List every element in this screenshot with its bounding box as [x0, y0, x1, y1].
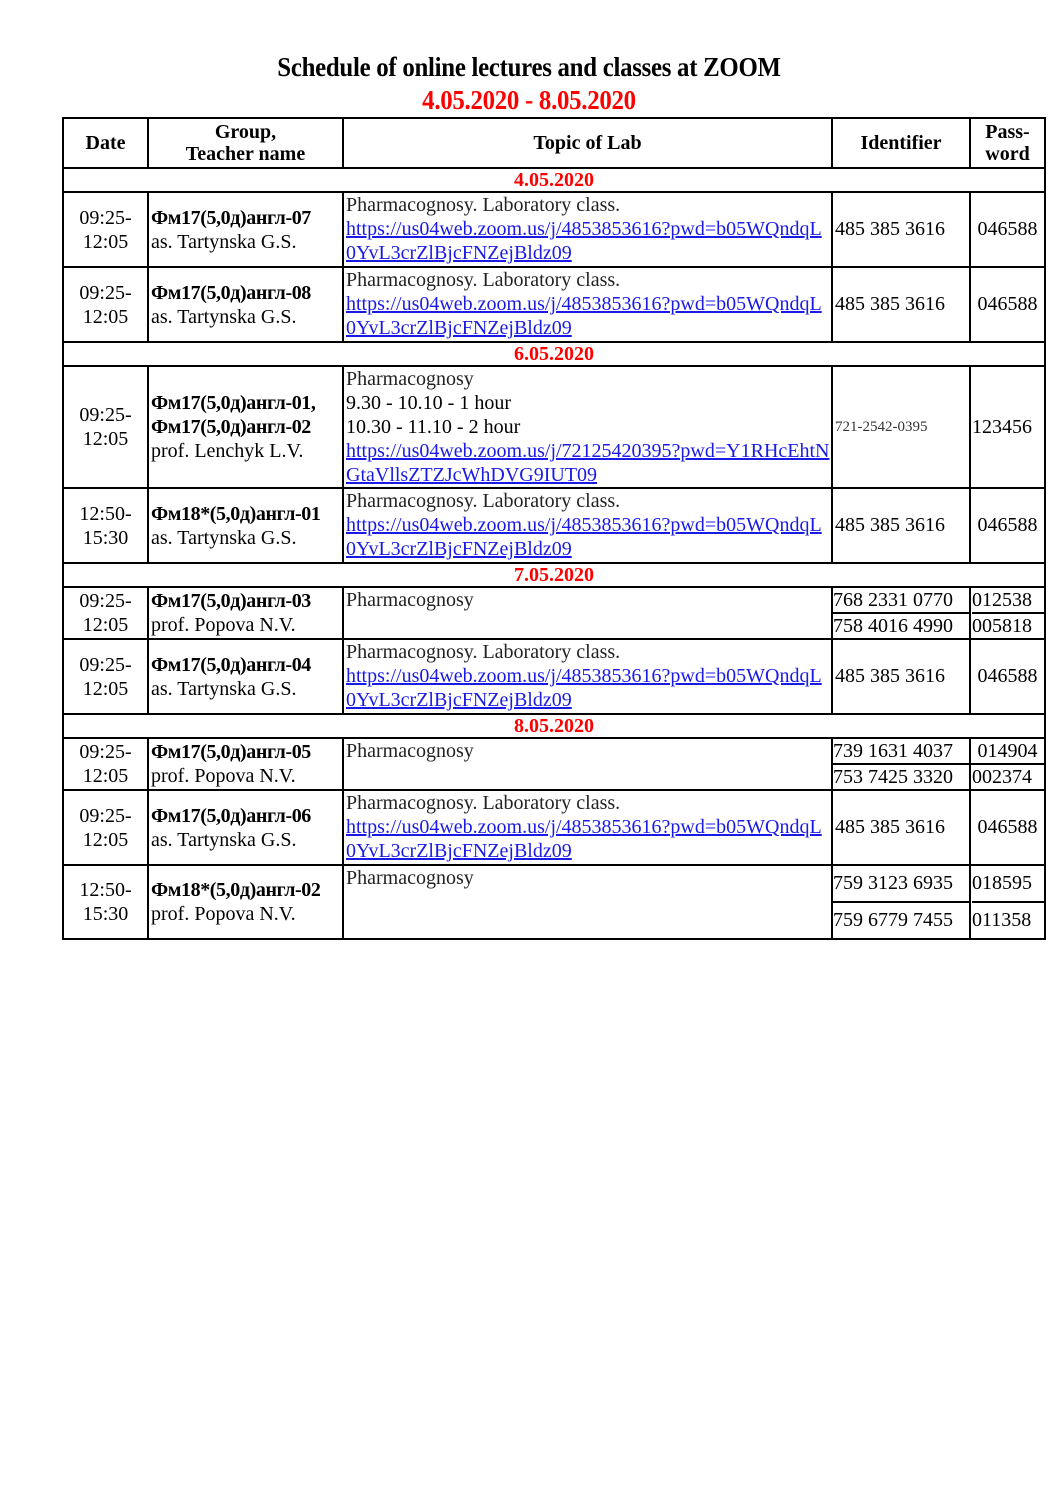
topic-cell — [343, 267, 832, 342]
identifier-cell — [832, 738, 970, 790]
teacher-name: Tartynska G.S. — [172, 526, 297, 549]
zoom-link[interactable]: https://us04web.zoom.us/j/4853853616?pwd=b05WQndqL0YvL3crZlBjcFNZejBldz09 — [346, 514, 822, 560]
time-cell: 12:50- 15:30 — [63, 488, 148, 563]
topic-text: Pharmacognosy. Laboratory class. — [346, 269, 621, 291]
topic-cell — [343, 738, 832, 790]
identifier-b: 759 6779 7455 — [833, 901, 969, 938]
teacher-name: Lenchyk L.V. — [189, 440, 304, 462]
header-group — [148, 118, 343, 168]
day-date: 6.05.2020 — [63, 342, 1045, 366]
topic-text: Pharmacognosy — [346, 740, 474, 762]
day-date: 7.05.2020 — [63, 563, 1045, 587]
time-cell: 09:25- 12:05 — [63, 738, 148, 790]
topic-time-2: 10.30 - 11.10 - 2 hour — [346, 416, 521, 438]
header-row — [63, 118, 1045, 168]
topic-text: Pharmacognosy — [346, 368, 474, 390]
teacher-name: Tartynska G.S. — [172, 677, 297, 700]
day-header-row — [63, 714, 1045, 738]
topic-text: Pharmacognosy — [346, 589, 474, 611]
topic-cell — [343, 366, 832, 488]
group-cell — [148, 639, 343, 714]
password-b: 005818 — [972, 612, 1044, 638]
group-name: Фм17(5,0д)англ-05 — [151, 741, 311, 763]
group-name: Фм17(5,0д)англ-03 — [151, 590, 311, 612]
password-a: 018595 — [972, 872, 1032, 894]
topic-text: Pharmacognosy — [346, 867, 474, 889]
group-cell — [148, 865, 343, 939]
teacher-name: Tartynska G.S. — [172, 230, 297, 253]
teacher-name: Tartynska G.S. — [172, 828, 297, 851]
identifier-cell — [832, 865, 970, 939]
zoom-link[interactable]: https://us04web.zoom.us/j/4853853616?pwd=b05WQndqL0YvL3crZlBjcFNZejBldz09 — [346, 665, 822, 711]
group-name: Фм18*(5,0д)англ-01 — [151, 502, 321, 525]
header-identifier: Identifier — [832, 118, 970, 168]
password-b: 011358 — [972, 901, 1044, 938]
identifier-cell: 721-2542-0395 — [832, 366, 970, 488]
time-cell: 12:50- 15:30 — [63, 865, 148, 939]
time-cell: 09:25- 12:05 — [63, 267, 148, 342]
teacher-name: Popova N.V. — [189, 765, 296, 787]
password-cell — [970, 865, 1045, 939]
day-header-row — [63, 342, 1045, 366]
teacher-title: prof. — [151, 440, 190, 462]
time-cell: 09:25- 12:05 — [63, 366, 148, 488]
header-group-line2: Teacher name — [185, 143, 306, 165]
password-cell: 046588 — [970, 192, 1045, 267]
group-cell — [148, 738, 343, 790]
table-row — [63, 192, 1045, 267]
table-row — [63, 790, 1045, 865]
group-cell — [148, 587, 343, 639]
identifier-cell: 485 385 3616 — [832, 790, 970, 865]
topic-cell — [343, 488, 832, 563]
table-row — [63, 639, 1045, 714]
zoom-link[interactable]: https://us04web.zoom.us/j/72125420395?pwd=Y1RHcEhtNGtaVllsZTZJcWhDVG9IUT09 — [346, 440, 830, 486]
zoom-link[interactable]: https://us04web.zoom.us/j/4853853616?pwd=b05WQndqL0YvL3crZlBjcFNZejBldz09 — [346, 218, 822, 264]
topic-cell — [343, 790, 832, 865]
teacher-name: Tartynska G.S. — [172, 305, 297, 328]
identifier-cell: 485 385 3616 — [832, 488, 970, 563]
password-cell: 123456 — [970, 366, 1045, 488]
table-row — [63, 865, 1045, 939]
header-date: Date — [63, 118, 148, 168]
group-cell — [148, 192, 343, 267]
header-password-line2: word — [985, 143, 1030, 165]
time-cell: 09:25- 12:05 — [63, 790, 148, 865]
identifier-cell: 485 385 3616 — [832, 639, 970, 714]
table-row — [63, 366, 1045, 488]
identifier-cell: 485 385 3616 — [832, 267, 970, 342]
header-topic: Topic of Lab — [343, 118, 832, 168]
teacher-title: prof. — [151, 765, 190, 787]
time-cell: 09:25- 12:05 — [63, 587, 148, 639]
topic-text: Pharmacognosy. Laboratory class. — [346, 490, 621, 512]
password-cell: 046588 — [970, 267, 1045, 342]
identifier-b: 758 4016 4990 — [833, 612, 969, 638]
password-cell: 046588 — [970, 639, 1045, 714]
schedule-table — [62, 117, 1046, 940]
zoom-link[interactable]: https://us04web.zoom.us/j/4853853616?pwd=b05WQndqL0YvL3crZlBjcFNZejBldz09 — [346, 816, 822, 862]
teacher-title: as. — [151, 677, 173, 700]
group-name: Фм17(5,0д)англ-01, — [151, 392, 316, 414]
group-name: Фм17(5,0д)англ-08 — [151, 281, 311, 304]
group-name: Фм18*(5,0д)англ-02 — [151, 879, 321, 901]
teacher-name: Popova N.V. — [189, 903, 296, 925]
password-a: 014904 — [977, 740, 1038, 762]
zoom-link[interactable]: https://us04web.zoom.us/j/4853853616?pwd=b05WQndqL0YvL3crZlBjcFNZejBldz09 — [346, 293, 822, 339]
password-cell — [970, 587, 1045, 639]
table-row — [63, 488, 1045, 563]
date-range: 4.05.2020 - 8.05.2020 — [422, 85, 636, 115]
teacher-title: prof. — [151, 614, 190, 636]
table-row — [63, 738, 1045, 790]
day-header-row — [63, 168, 1045, 192]
topic-text: Pharmacognosy. Laboratory class. — [346, 792, 621, 814]
teacher-title: as. — [151, 526, 173, 549]
time-cell: 09:25- 12:05 — [63, 192, 148, 267]
topic-text: Pharmacognosy. Laboratory class. — [346, 641, 621, 663]
topic-time-1: 9.30 - 10.10 - 1 hour — [346, 392, 511, 414]
password-b: 002374 — [971, 763, 1044, 789]
group-name: Фм17(5,0д)англ-04 — [151, 653, 311, 676]
header-password-line1: Pass- — [985, 121, 1030, 143]
day-date: 4.05.2020 — [63, 168, 1045, 192]
identifier-a: 768 2331 0770 — [833, 589, 953, 611]
topic-cell — [343, 639, 832, 714]
topic-text: Pharmacognosy. Laboratory class. — [346, 194, 621, 216]
day-header-row — [63, 563, 1045, 587]
group-cell — [148, 267, 343, 342]
password-cell: 046588 — [970, 488, 1045, 563]
identifier-cell: 485 385 3616 — [832, 192, 970, 267]
identifier-a: 739 1631 4037 — [833, 740, 953, 762]
group-cell — [148, 790, 343, 865]
teacher-title: as. — [151, 828, 173, 851]
table-row — [63, 587, 1045, 639]
header-group-line1: Group, — [214, 121, 277, 143]
group-name: Фм17(5,0д)англ-02 — [151, 416, 311, 438]
password-cell: 046588 — [970, 790, 1045, 865]
table-row — [63, 267, 1045, 342]
password-cell — [970, 738, 1045, 790]
teacher-title: prof. — [151, 903, 190, 925]
page-title: Schedule of online lectures and classes at ZOOM — [277, 52, 781, 82]
teacher-title: as. — [151, 230, 173, 253]
teacher-name: Popova N.V. — [189, 614, 296, 636]
teacher-title: as. — [151, 305, 173, 328]
topic-cell — [343, 865, 832, 939]
group-name: Фм17(5,0д)англ-06 — [151, 804, 311, 827]
day-date: 8.05.2020 — [63, 714, 1045, 738]
password-a: 012538 — [972, 589, 1032, 611]
topic-cell — [343, 587, 832, 639]
identifier-a: 759 3123 6935 — [833, 872, 953, 894]
topic-cell — [343, 192, 832, 267]
group-cell — [148, 488, 343, 563]
group-name: Фм17(5,0д)англ-07 — [151, 206, 311, 229]
time-cell: 09:25- 12:05 — [63, 639, 148, 714]
group-cell — [148, 366, 343, 488]
identifier-cell — [832, 587, 970, 639]
identifier-b: 753 7425 3320 — [833, 763, 969, 789]
header-password — [970, 118, 1045, 168]
